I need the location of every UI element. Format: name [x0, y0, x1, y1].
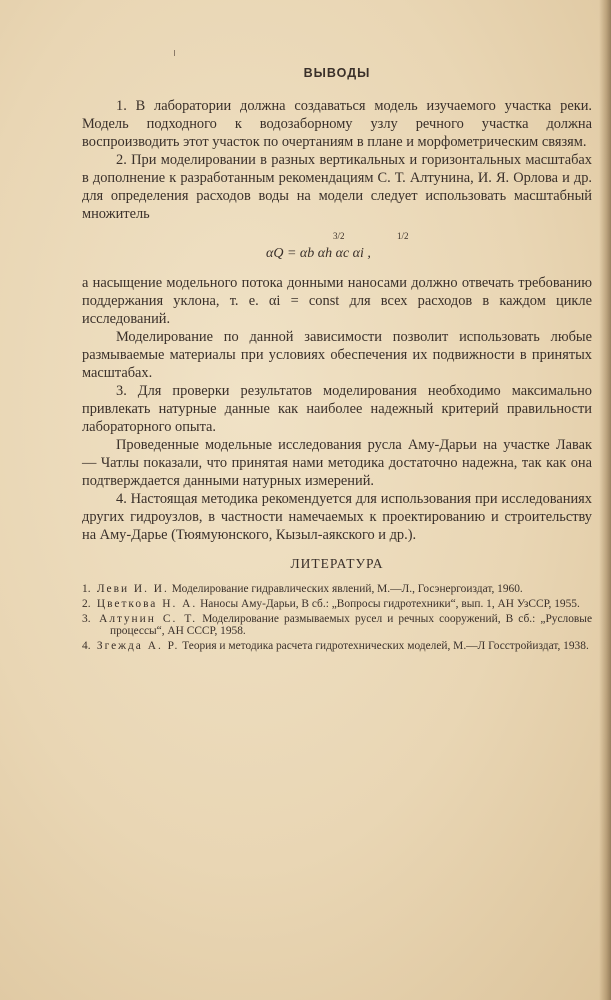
reference-author: Алтунин С. Т. — [99, 613, 198, 625]
reference-text: Наносы Аму-Дарьи, В сб.: „Вопросы гидротехники“, вып. 1, АН УзССР, 1955. — [200, 598, 580, 610]
paragraph-1: 1. В лаборатории должна создаваться модель изучаемого участка реки. Модель подходного к водозаборному узлу речного участка должна воспроизводить этот участок по очертаниям в плане и морфометрическим связям. — [82, 98, 592, 150]
paragraph-5: 3. Для проверки результатов моделирования необходимо максимально привлекать натурные данные как наиболее надежный критерий правильности лабораторного опыта. — [82, 383, 592, 435]
formula-exponent-1: 3/2 — [333, 231, 345, 241]
reference-number: 4. — [82, 640, 91, 652]
reference-text: Моделирование гидравлических явлений, М.—Л., Госэнергоиздат, 1960. — [171, 583, 523, 595]
paragraph-6: Проведенные модельные исследования русла Аму-Дарьи на участке Лавак — Чатлы показали, что принятая нами методика достаточно надежна, так как она подтверждается данными натурных измерений. — [82, 437, 592, 489]
reference-author: Цветкова Н. А. — [96, 598, 198, 610]
reference-item — [82, 640, 592, 652]
reference-text: Теория и методика расчета гидротехнических моделей, М.—Л Госстройиздат, 1938. — [182, 640, 589, 652]
page-mark — [174, 50, 175, 56]
reference-number: 2. — [82, 598, 91, 610]
paragraph-7: 4. Настоящая методика рекомендуется для использования при исследованиях других гидроузлов, в частности намечаемых к проектированию и строительству на Аму-Дарье (Тюямуюнского, Кызыл-аякского и др.). — [82, 491, 592, 543]
reference-author: Згежда А. Р. — [96, 640, 180, 652]
formula-text: αQ = αb αh αc αi , — [266, 246, 371, 261]
reference-number: 3. — [82, 613, 91, 625]
section-title: ВЫВОДЫ — [303, 66, 371, 80]
paragraph-2: 2. При моделировании в разных вертикальных и горизонтальных масштабах в дополнение к разработанным рекомендациям С. Т. Алтунина, И. Я. Орлова и др. для определения расходов воды на модели следует использовать масштабный множитель — [82, 152, 592, 222]
literature-title: ЛИТЕРАТУРА — [290, 556, 384, 571]
paragraph-4: Моделирование по данной зависимости позволит использовать любые размываемые материалы при условиях обеспечения их подвижности в принятых масштабах. — [82, 329, 592, 381]
formula-exponent-2: 1/2 — [397, 231, 409, 241]
reference-item — [82, 613, 592, 637]
reference-item — [82, 598, 592, 610]
reference-item — [82, 583, 592, 595]
reference-number: 1. — [82, 583, 91, 595]
paragraph-3: а насыщение модельного потока донными наносами должно отвечать требованию поддержания уклона, т. е. αi = const для всех расходов в каждом цикле исследований. — [82, 275, 592, 327]
reference-list — [82, 583, 592, 652]
reference-author: Леви И. И. — [96, 583, 169, 595]
page-content — [82, 64, 592, 655]
page-edge-shadow — [599, 0, 611, 1000]
scale-formula — [82, 227, 592, 273]
reference-text: Моделирование размываемых русел и речных сооружений, В сб.: „Русловые процессы“, АН СССР, 1958. — [110, 613, 592, 637]
